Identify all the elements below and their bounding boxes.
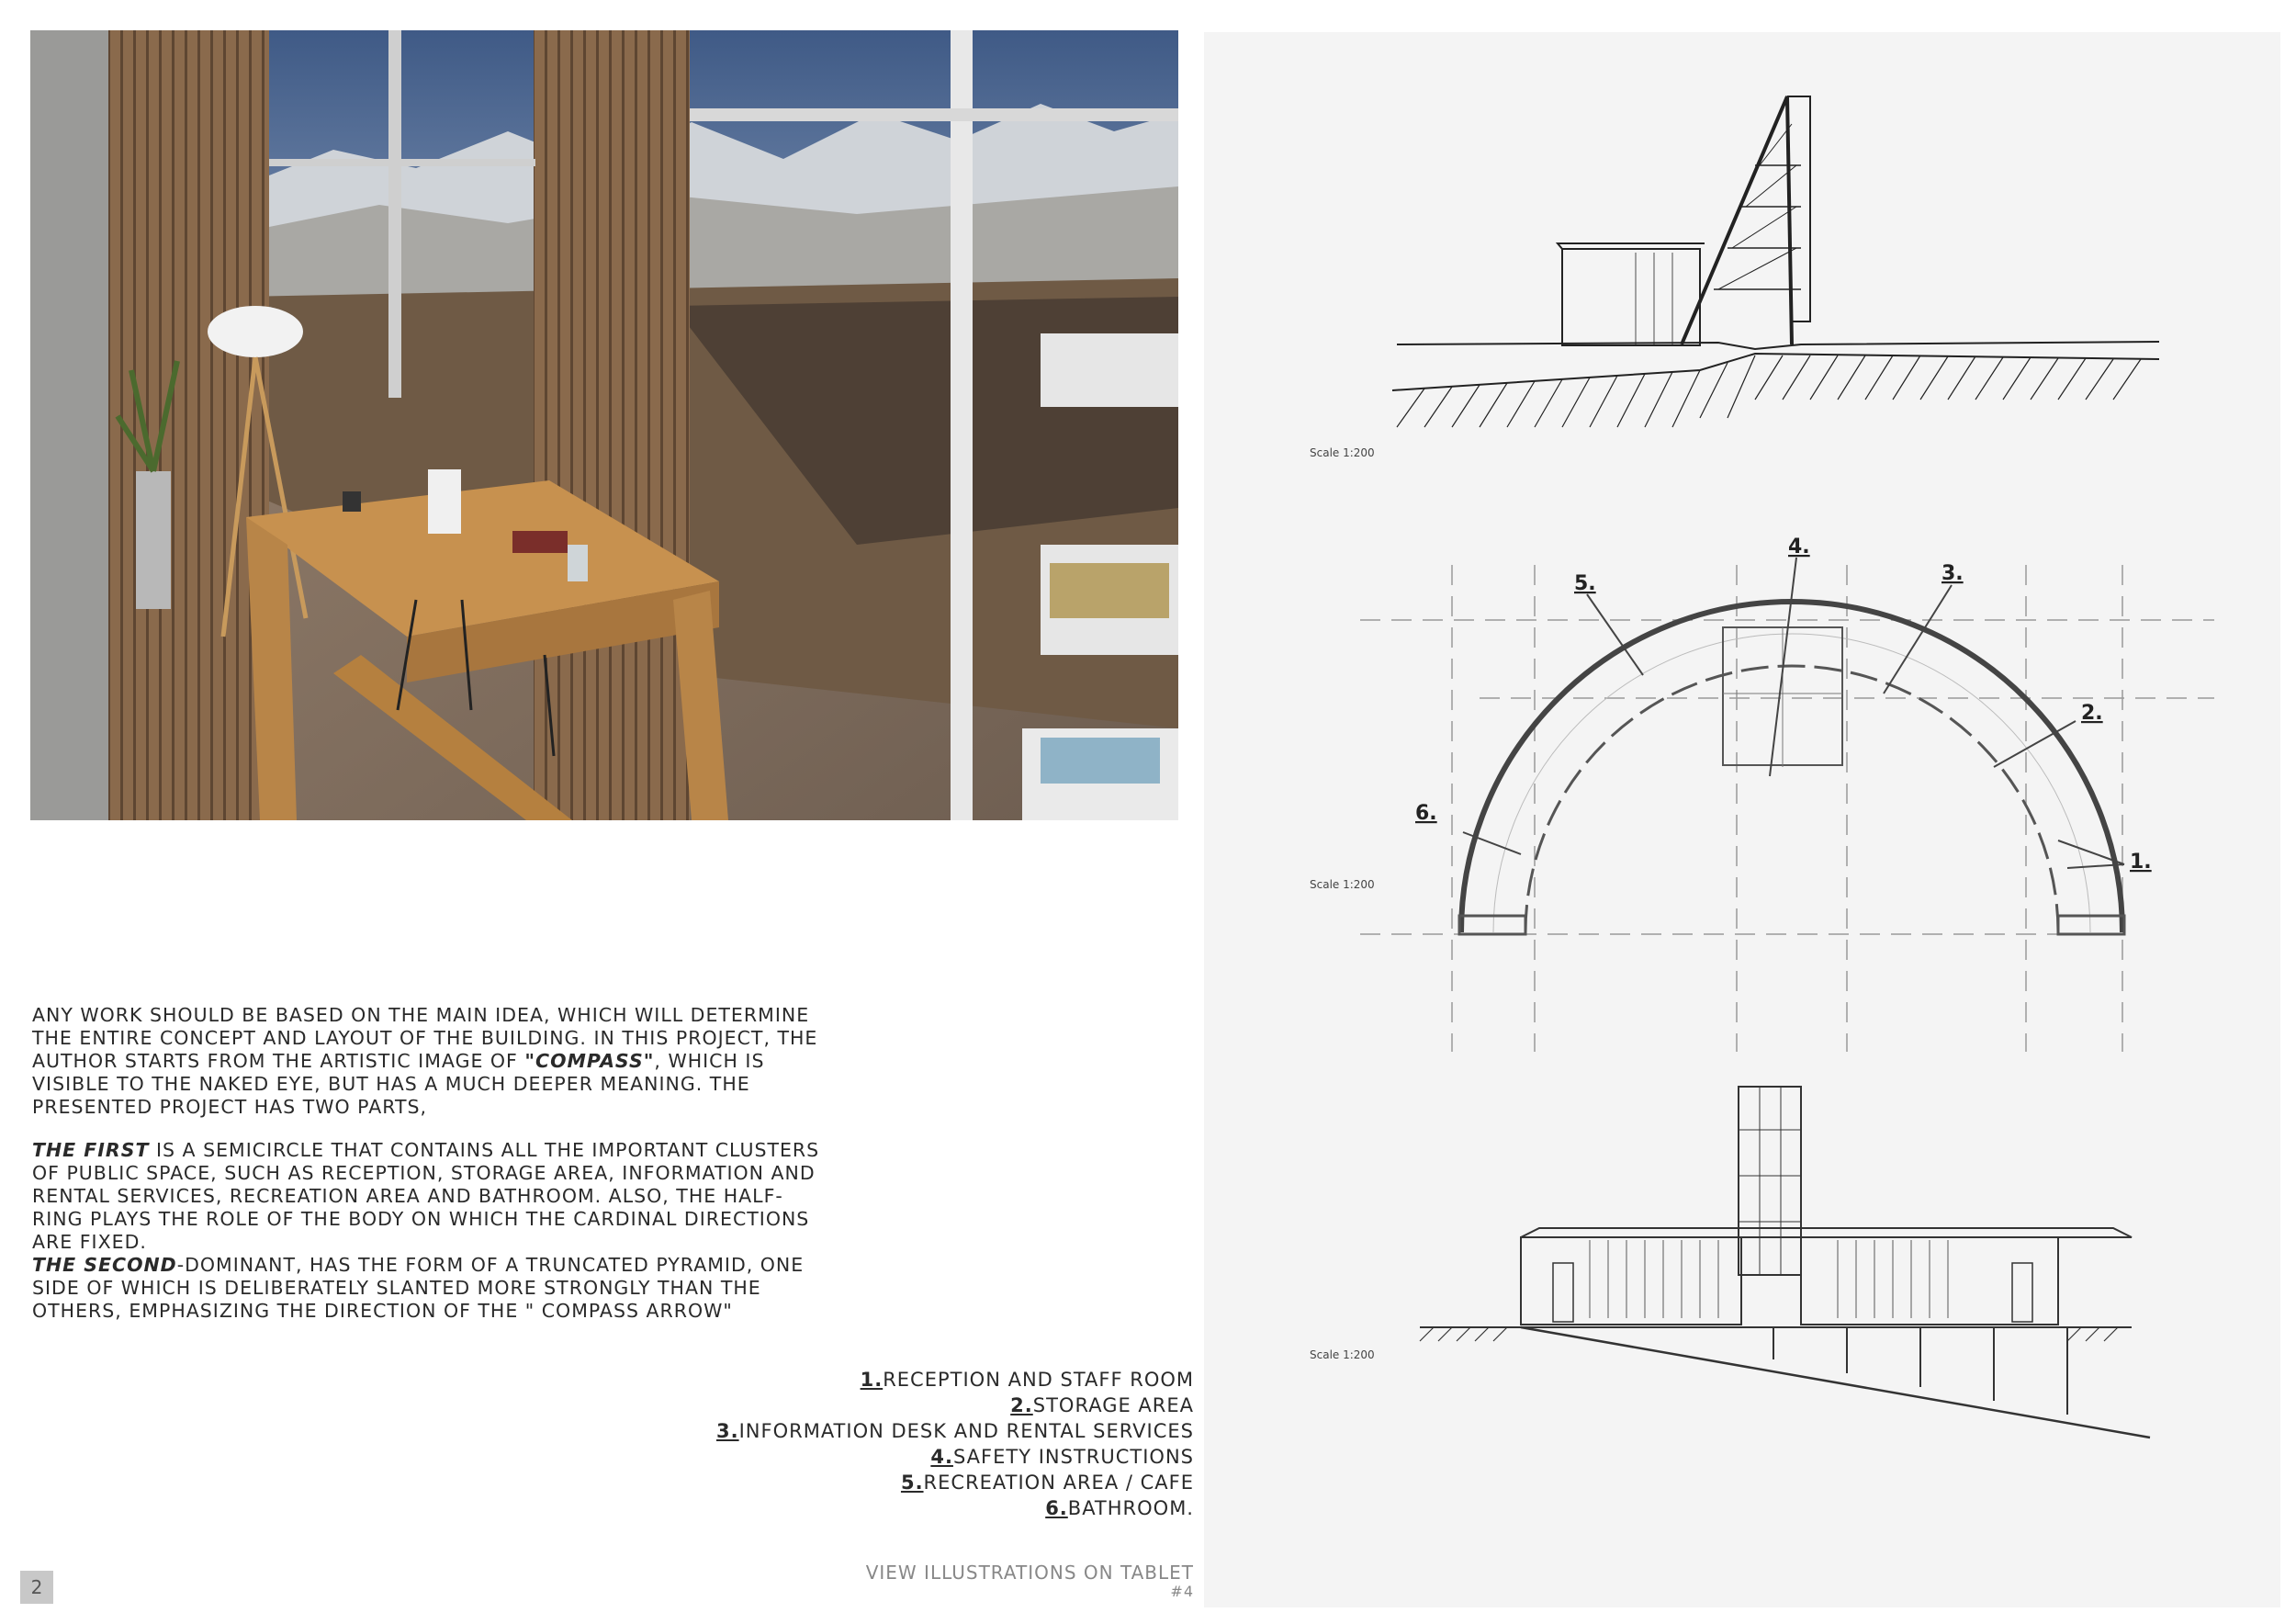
tablet-note-text: VIEW ILLUSTRATIONS ON TABLET — [865, 1562, 1194, 1584]
legend-number: 4. — [930, 1446, 953, 1468]
interior-render-illustration — [30, 30, 1178, 820]
legend-item — [716, 1367, 1194, 1393]
legend-number: 2. — [1010, 1394, 1033, 1416]
legend-number: 5. — [900, 1472, 924, 1494]
plan-label-5: 5. — [1574, 572, 1596, 595]
legend-item — [716, 1470, 1194, 1495]
section-drawing — [1392, 96, 2159, 427]
tablet-reference: #4 — [1170, 1583, 1194, 1600]
legend-label: INFORMATION DESK AND RENTAL SERVICES — [738, 1420, 1194, 1442]
legend-item — [716, 1495, 1194, 1521]
ground-hatch — [1397, 355, 2141, 427]
section-scale: Scale 1:200 — [1310, 446, 1375, 459]
intro-emphasis: "COMPASS" — [524, 1050, 655, 1072]
architectural-drawings — [1204, 32, 2280, 1607]
legend-label: BATHROOM. — [1067, 1497, 1194, 1519]
tablet-note — [866, 1562, 1194, 1600]
drawings-panel — [1204, 32, 2280, 1607]
legend-item — [716, 1418, 1194, 1444]
first-part-emphasis: THE FIRST — [32, 1139, 150, 1161]
elevation-scale: Scale 1:200 — [1310, 1348, 1375, 1361]
plan-label-2: 2. — [2081, 702, 2103, 725]
plan-label-1: 1. — [2130, 851, 2152, 874]
plan-label-3: 3. — [1941, 562, 1964, 585]
plan-scale: Scale 1:200 — [1310, 878, 1375, 891]
floor-plan — [1360, 558, 2214, 1052]
first-part-text: IS A SEMICIRCLE THAT CONTAINS ALL THE IMPORTANT CLUSTERS OF PUBLIC SPACE, SUCH AS RECEPTION, STORAGE AREA, INFORMATION AND RENTAL SERVICES, RECREATION AREA AND BATHROOM. ALSO, THE HALF-RING PLAYS THE ROLE OF THE BODY ON WHICH THE CARDINAL DIRECTIONS ARE FIXED. — [32, 1139, 820, 1253]
legend-number: 6. — [1045, 1497, 1068, 1519]
legend-label: RECEPTION AND STAFF ROOM — [883, 1369, 1194, 1391]
parts-paragraph — [32, 1139, 822, 1323]
legend-item — [716, 1444, 1194, 1470]
plan-label-4: 4. — [1788, 536, 1810, 558]
legend-number: 3. — [716, 1420, 739, 1442]
elevation-drawing — [1420, 1087, 2150, 1438]
interior-render — [30, 30, 1178, 820]
page-number: 2 — [20, 1571, 53, 1604]
plan-label-6: 6. — [1415, 802, 1437, 825]
plan-legend — [716, 1367, 1194, 1521]
legend-label: STORAGE AREA — [1032, 1394, 1194, 1416]
intro-text-a: ANY WORK SHOULD BE BASED ON THE MAIN IDEA, WHICH WILL DETERMINE THE ENTIRE CONCEPT AND LAYOUT OF THE BUILDING. IN THIS PROJECT, THE AUTHOR STARTS FROM THE ARTISTIC IMAGE OF — [32, 1004, 818, 1072]
legend-item — [716, 1393, 1194, 1418]
legend-label: SAFETY INSTRUCTIONS — [952, 1446, 1194, 1468]
project-description — [32, 1004, 822, 1343]
legend-number: 1. — [860, 1369, 884, 1391]
legend-label: RECREATION AREA / CAFE — [923, 1472, 1194, 1494]
second-part-text: -DOMINANT, HAS THE FORM OF A TRUNCATED PYRAMID, ONE SIDE OF WHICH IS DELIBERATELY SLANTED MORE STRONGLY THAN THE OTHERS, EMPHASIZING THE DIRECTION OF THE " COMPASS ARROW" — [32, 1254, 805, 1322]
second-part-emphasis: THE SECOND — [32, 1254, 177, 1276]
intro-text-b: , WHICH IS VISIBLE TO THE NAKED EYE, BUT HAS A MUCH DEEPER MEANING. THE PRESENTED PROJECT HAS TWO PARTS, — [32, 1050, 765, 1118]
intro-paragraph — [32, 1004, 822, 1119]
